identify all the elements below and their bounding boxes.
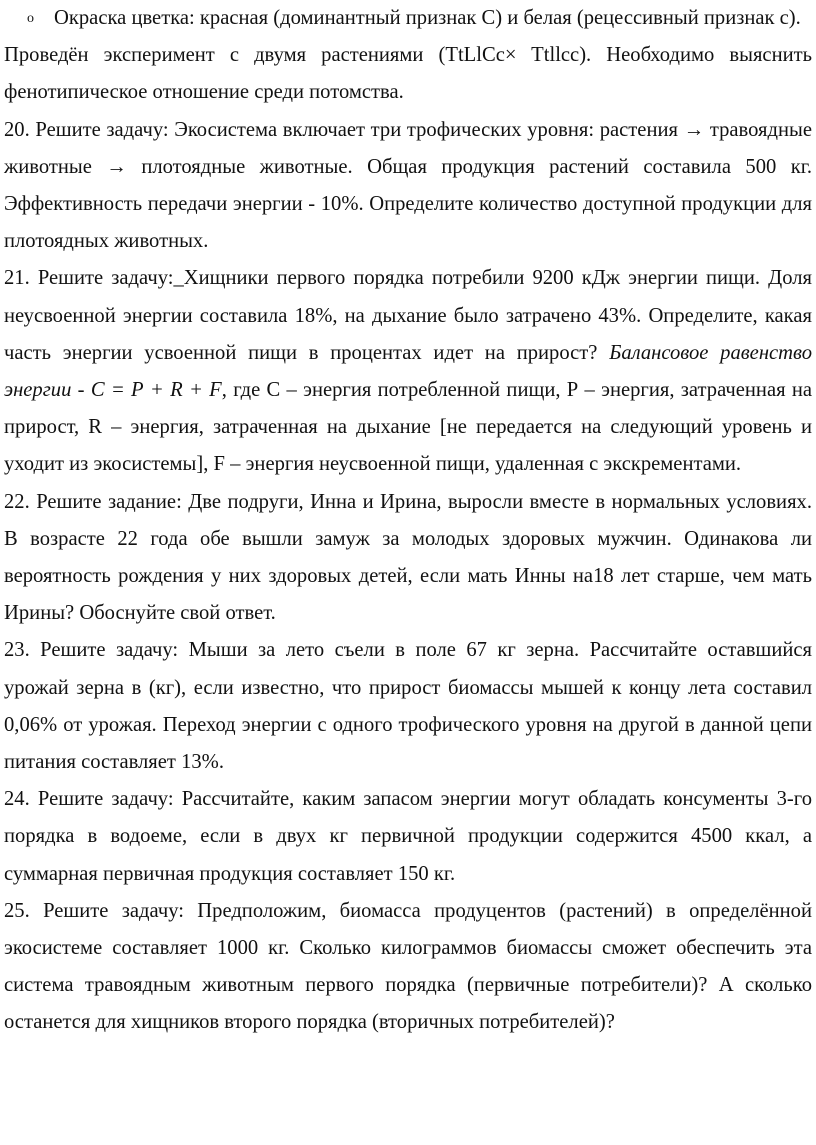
bullet-item-flower-color <box>4 0 812 37</box>
experiment-paragraph: Проведён эксперимент с двумя растениями (TtLlCc× Ttllcc). Необходимо выяснить фенотипическое отношение среди потомства. <box>4 44 812 104</box>
task-24: 24. Решите задачу: Рассчитайте, каким запасом энергии могут обладать консументы 3-го порядка в водоеме, если в двух кг первичной продукции содержится 4500 ккал, а суммарная первичная продукция составляет 150 кг. <box>4 788 812 885</box>
task-23: 23. Решите задачу: Мыши за лето съели в поле 67 кг зерна. Рассчитайте оставшийся урожай зерна в (кг), если известно, что прирост биомассы мышей к концу лета составил 0,06% от урожая. Переход энергии с одного трофического уровня на другой в данной цепи питания составляет 13%. <box>4 639 812 774</box>
document-page <box>4 0 812 1042</box>
formula-separator: - <box>71 379 91 402</box>
task-21 <box>4 260 812 483</box>
task-21-text: 21. Решите задачу:_Хищники первого порядка потребили 9200 кДж энергии пищи. Доля неусвоенной энергии составила 18%, на дыхание было затрачено 43%. Определите, какая часть энергии усвоенной пищи в процентах идет на прирост? <box>4 267 812 364</box>
energy-balance-formula: С = Р + R + F <box>90 379 222 402</box>
bullet-marker: o <box>27 11 34 26</box>
formula-explanation: , где С – энергия потребленной пищи, Р – энергия, затраченная на прирост, R – энергия, затраченная на дыхание [не передается на следующий уровень и уходит из экосистемы], F – энергия неусвоенной пищи, удаленная с экскрементами. <box>4 379 813 476</box>
task-25: 25. Решите задачу: Предположим, биомасса продуцентов (растений) в определённой экосистеме составляет 1000 кг. Сколько килограммов биомассы сможет обеспечить эта система травоядным животным первого порядка (первичные потребители)? А сколько останется для хищников второго порядка (вторичных потребителей)? <box>4 899 812 1034</box>
energy-balance-label: Балансовое равенство энергии <box>4 341 813 402</box>
task-22: 22. Решите задание: Две подруги, Инна и Ирина, выросли вместе в нормальных условиях. В возрасте 22 года обе вышли замуж за молодых здоровых мужчин. Одинакова ли вероятность рождения у них здоровых детей, если мать Инны на18 лет старше, чем мать Ирины? Обоснуйте свой ответ. <box>4 490 812 625</box>
bullet-text: Окраска цветка: красная (доминантный признак С) и белая (рецессивный признак с). <box>54 7 801 29</box>
task-20: 20. Решите задачу: Экосистема включает три трофических уровня: растения → травоядные животные → плотоядные животные. Общая продукция растений составила 500 кг. Эффективность передачи энергии - 10%. Определите количество доступной продукции для плотоядных животных. <box>4 118 812 253</box>
